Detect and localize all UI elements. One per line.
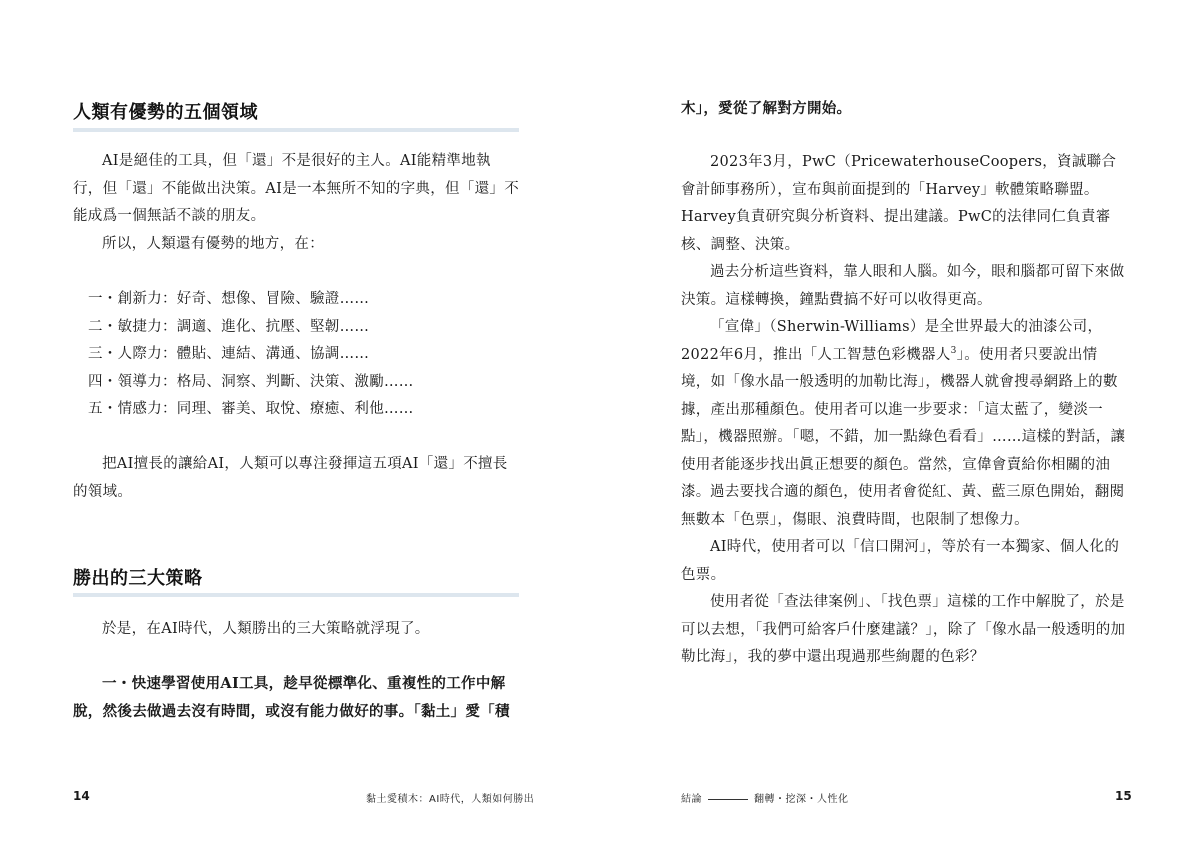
footnote-marker: 3 — [950, 345, 957, 356]
paragraph: 於是，在AI時代，人類勝出的三大策略就浮現了。 — [102, 621, 430, 637]
page-number-right: 15 — [1115, 789, 1132, 803]
list-item: 一・創新力：好奇、想像、冒險、驗證…… — [88, 291, 370, 307]
paragraph: AI是絕佳的工具，但「還」不是很好的主人。AI能精準地執行，但「還」不能做出決策。AI是一本無所不知的字典，但「還」不能成爲一個無話不談的朋友。 — [73, 153, 519, 224]
text-span: 」。使用者只要說出情境，如「像水晶一般透明的加勒比海」，機器人就會搜尋網路上的數據，產出那種顏色。使用者可以進一步要求：「這太藍了，變淡一點」，機器照辦。「嗯，不錯，加一點綠色看看」……這樣的對話，讓使用者能逐步找出眞正想要的顏色。當然，宣偉會賣給你相關的油漆。 — [681, 346, 1126, 500]
paragraph: 2023年3月，PwC（PricewaterhouseCoopers，資誠聯合會計師事務所），宣布與前面提到的「Harvey」軟體策略聯盟。Harvey負責研究與分析資料、提出建議。PwC的法律同仁負責審核、調整、決策。 — [681, 154, 1117, 253]
paragraph-sherwin-williams — [681, 314, 1127, 507]
paragraph-continued: 木」，愛從了解對方開始。 — [681, 100, 852, 117]
list-item: 四・領導力：格局、洞察、判斷、決策、激勵…… — [88, 373, 414, 390]
paragraph: 使用者從「查法律案例」、「找色票」這樣的工作中解脫了，於是可以去想，「我們可給客戶什麼建議？」，除了「像水晶一般透明的加勒比海」，我的夢中還出現過那些絢麗的色彩？ — [681, 594, 1126, 665]
paragraph: 把AI擅長的讓給AI，人類可以專注發揮這五項AI「還」不擅長的領域。 — [73, 456, 508, 500]
paragraph-strategy-one: 一・快速學習使用AI工具，趁早從標準化、重複性的工作中解脫，然後去做過去沒有時間，或沒有能力做好的事。「黏土」愛「積 — [73, 675, 510, 720]
chapter-divider-line — [708, 799, 748, 800]
chapter-label: 結論 — [681, 794, 702, 805]
list-item: 二・敏捷力：調適、進化、抗壓、堅韌…… — [88, 318, 370, 335]
heading-rule — [73, 593, 519, 597]
chapter-subtitle: 翻轉・挖深・人性化 — [754, 794, 849, 805]
running-title: 黏土愛積木：AI時代，人類如何勝出 — [366, 794, 535, 805]
right-page — [600, 0, 1200, 851]
paragraph: AI時代，使用者可以「信口開河」，等於有一本獨家、個人化的色票。 — [681, 539, 1120, 583]
heading-rule — [73, 128, 519, 132]
list-item: 三・人際力：體貼、連結、溝通、協調…… — [88, 346, 370, 362]
section-heading-three-strategies: 勝出的三大策略 — [73, 568, 203, 589]
paragraph: 過去分析這些資料，靠人眼和人腦。如今，眼和腦都可留下來做決策。這樣轉換，鐘點費搞不好可以收得更高。 — [681, 264, 1125, 308]
chapter-running-head — [681, 790, 849, 805]
page-number-left: 14 — [73, 789, 90, 803]
paragraph: 過去要找合適的顏色，使用者會從紅、黃、藍三原色開始，翻閱無數本「色票」，傷眼、浪費時間，也限制了想像力。 — [681, 484, 1125, 528]
text-span: 「宣偉」（Sherwin-Williams）是全世界最大的油漆公司，2022年6月，推出「人工智慧色彩機器人 — [681, 319, 1103, 363]
paragraph: 所以，人類還有優勢的地方，在： — [102, 236, 324, 252]
five-domains-list — [73, 286, 519, 424]
section-heading-five-domains: 人類有優勢的五個領域 — [73, 102, 258, 123]
list-item: 五・情感力：同理、審美、取悅、療癒、利他…… — [88, 401, 414, 417]
